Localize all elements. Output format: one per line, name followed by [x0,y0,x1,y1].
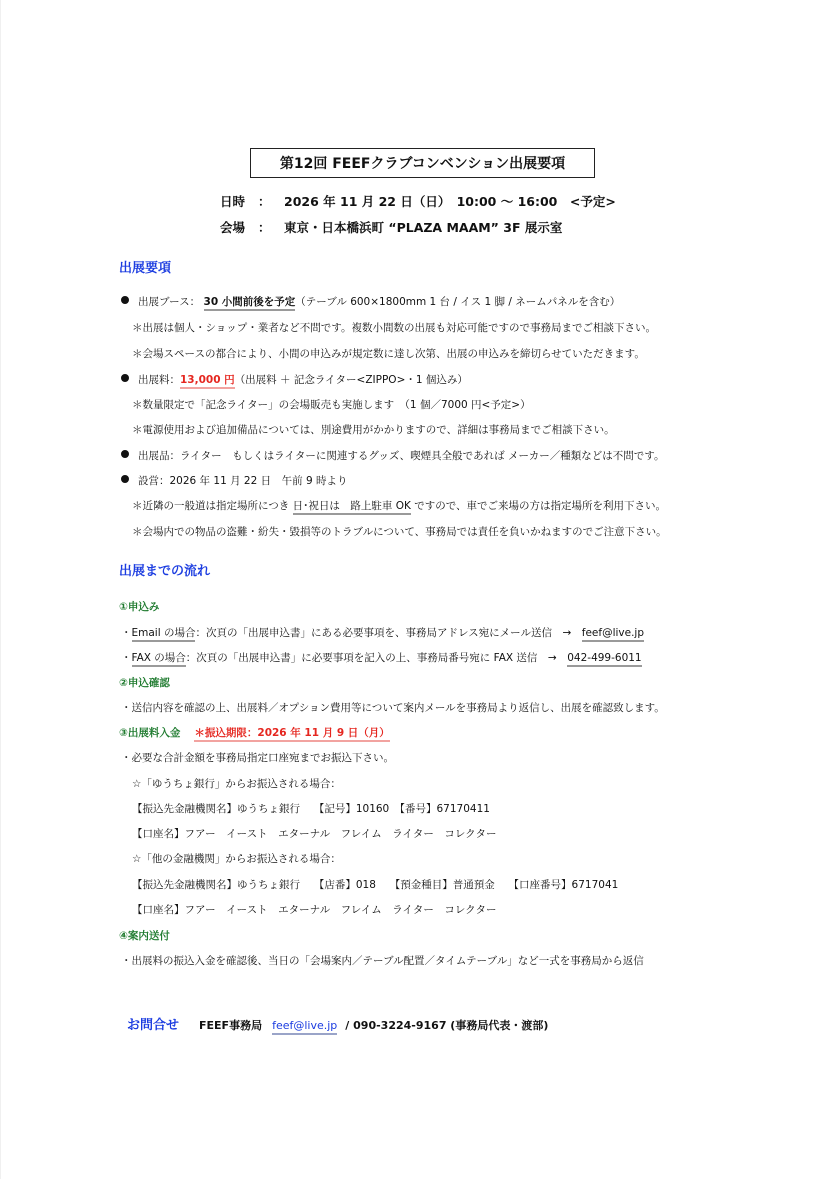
setup-text: 設営：2026 年 11 月 22 日 午前 9 時より [138,475,348,487]
email-text: ：次頁の「出展申込書」にある必要事項を、事務局アドレス宛にメール送信 → [195,627,582,639]
items-text: 出展品：ライター もしくはライターに関連するグッズ、喫煙具全般であれば メーカー／種類などは不問です。 [138,450,665,462]
setup-line [121,473,348,488]
date-colon: ： [258,194,271,209]
fee-detail: （出展料 ＋ 記念ライター<ZIPPO>・1 個込み） [234,374,468,386]
email-prefix: ・ [121,627,132,639]
section-heading-requirements: 出展要項 [119,261,172,276]
venue-value: 東京・日本橋浜町 “PLAZA MAAM” 3F 展示室 [284,220,563,235]
step-1-title: ①申込み [119,601,160,613]
booth-note-1: ＊出展は個人・ショップ・業者など不問です。複数小間数の出展も対応可能ですので事務局までご相談下さい。 [132,322,656,334]
other-bank-account: 【振込先金融機関名】ゆうちょ銀行 【店番】018 【預金種目】普通預金 【口座番号】6717041 [132,879,619,891]
bullet-icon [121,475,129,483]
booth-line [121,294,620,309]
other-bank-title: ☆「他の金融機関」からお振込される場合： [132,853,341,865]
step-2-title: ②申込確認 [119,677,170,689]
fee-note-2: ＊電源使用および追加備品については、別途費用がかかりますので、詳細は事務局までご相談下さい。 [132,424,615,436]
booth-label: 出展ブース： [138,296,201,308]
setup-note-1-prefix: ＊近隣の一般道は指定場所につき [132,500,293,512]
step-4-title: ④案内送付 [119,930,170,942]
fee-amount: 13,000 円 [180,374,235,389]
bullet-icon [121,450,129,458]
fax-text: ：次頁の「出展申込書」に必要事項を記入の上、事務局番号宛に FAX 送信 → [185,652,568,664]
parking-highlight: 日･祝日は 路上駐車 OK [293,500,411,515]
step-3-title [119,725,390,740]
fax-line [121,650,642,665]
step-2-text: ・送信内容を確認の上、出展料／オプション費用等について案内メールを事務局より返信し、出展を確認致します。 [121,702,665,714]
step-3-label: ③出展料入金 [119,727,181,739]
step-4-text: ・出展料の振込入金を確認後、当日の「会場案内／テーブル配置／タイムテーブル」など一式を事務局から返信 [121,955,644,967]
payment-deadline: ＊振込期限：2026 年 11 月 9 日（月） [194,727,389,742]
fee-label: 出展料： [138,374,180,386]
fee-note-1: ＊数量限定で「記念ライター」の会場販売も実施します （1 個／7000 円<予定>） [132,399,531,411]
venue-colon: ： [258,220,271,235]
setup-note-1-suffix: ですので、車でご来場の方は指定場所を利用下さい。 [410,500,667,512]
booth-note-2: ＊会場スペースの都合により、小間の申込みが規定数に達し次第、出展の申込みを締切らせていただきます。 [132,348,645,360]
booth-detail: （テーブル 600×1800mm 1 台 / イス 1 脚 / ネームパネルを含む） [295,296,621,308]
bullet-icon [121,296,129,304]
contact-office: FEEF事務局 [199,1019,263,1032]
fee-line [121,372,468,387]
email-line [121,625,644,640]
booth-count: 30 小間前後を予定 [204,296,296,311]
yucho-holder: 【口座名】フアー イースト エターナル フレイム ライター コレクター [132,828,497,840]
date-row [220,192,616,210]
yucho-account: 【振込先金融機関名】ゆうちょ銀行 【記号】10160 【番号】67170411 [132,803,490,815]
setup-note-2: ＊会場内での物品の盗難・紛失・毀損等のトラブルについて、事務局では責任を負いかねますのでご注意下さい。 [132,526,667,538]
section-heading-flow: 出展までの流れ [119,564,211,579]
fax-number: 042-499-6011 [567,652,641,667]
other-bank-holder: 【口座名】フアー イースト エターナル フレイム ライター コレクター [132,904,497,916]
date-value: 2026 年 11 月 22 日（日） 10:00 ～ 16:00 <予定> [284,194,616,209]
contact-row [127,1014,548,1033]
items-line [121,448,664,463]
email-address-link[interactable]: feef@live.jp [582,627,644,642]
email-label: Email の場合 [132,627,196,642]
contact-phone: / 090-3224-9167 (事務局代表・渡部) [345,1019,549,1032]
setup-note-1 [132,498,666,513]
contact-email-link[interactable]: feef@live.jp [272,1019,337,1035]
fax-label: FAX の場合 [132,652,186,667]
contact-title: お問合せ [127,1018,180,1033]
fax-prefix: ・ [121,652,132,664]
step-3-text: ・必要な合計金額を事務局指定口座宛までお振込下さい。 [121,752,394,764]
venue-row [220,218,562,236]
document-title: 第12回 FEEFクラブコンベンション出展要項 [250,148,595,178]
venue-label: 会場 [220,220,246,235]
date-label: 日時 [220,194,246,209]
yucho-title: ☆「ゆうちょ銀行」からお振込される場合： [132,778,341,790]
bullet-icon [121,374,129,382]
